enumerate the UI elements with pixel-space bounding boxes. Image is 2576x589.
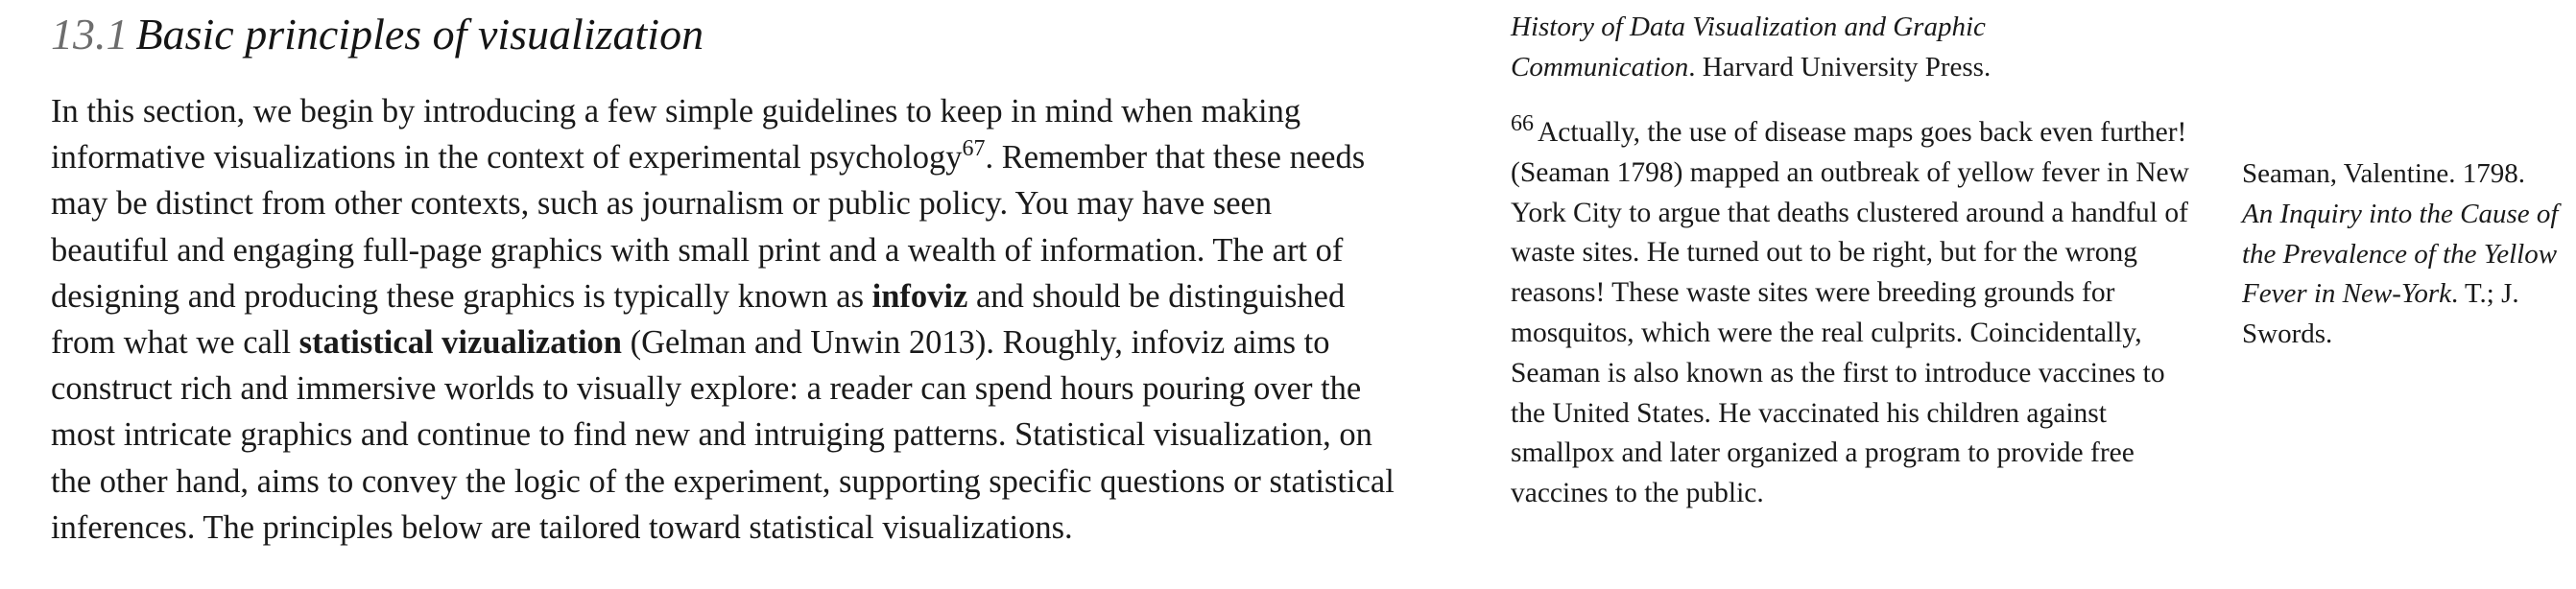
margin-reference-seaman [2242,154,2568,355]
right-ref-author: Seaman, Valentine. 1798. [2242,158,2526,189]
sidenote-text: Actually, the use of disease maps goes back even further! (Seaman 1798) mapped an outbreak of yellow fever in New York City to argue that deaths clustered around a handful of waste sites. He turned out to be right, but for the wrong reasons! These waste sites were breeding grounds for mosquitos, which were the real culprits. Coincidentally, Seaman is also known as the first to introduce vaccines to the United States. He vaccinated his children against smallpox and later organized a program to provide free vaccines to the public. [1511,117,2189,509]
sidenote-number: 66 [1511,111,1534,136]
body-text-part-3: and should be distinguished from what we call [51,277,1346,362]
section-title: Basic principles of visualization [135,10,704,59]
body-paragraph [51,88,1395,551]
body-text-part-1: In this section, we begin by introducing a few simple guidelines to keep in mind when making informative visualizations in the context of experimental psychology [51,93,1301,177]
footnote-ref-67[interactable]: 67 [962,136,986,162]
margin-reference-top [1511,8,2144,87]
ref-top-publisher: . Harvard University Press. [1688,51,1992,82]
ref-top-title: History of Data Visualization and Graphic Communication [1511,12,1986,82]
term-infoviz: infoviz [871,277,968,315]
section-number: 13.1 [51,10,129,59]
body-text-part-2: . Remember that these needs may be distinct from other contexts, such as journalism or public policy. You may have seen beautiful and engaging full-page graphics with small print and a wealth of information. The art of designing and producing these graphics is typically known as [51,139,1366,315]
section-heading [51,8,704,61]
term-statistical-vizualization: statistical vizualization [298,324,622,362]
right-ref-title: An Inquiry into the Cause of the Prevalence of the Yellow Fever in New-York [2242,198,2559,310]
body-text-part-4: (Gelman and Unwin 2013). Roughly, infoviz aims to construct rich and immersive worlds to visually explore: a reader can spend hours pouring over the most intricate graphics and continue to find new and intruiging patterns. Statistical visualization, on the other hand, aims to convey the logic of the experiment, supporting specific questions or statistical inferences. The principles below are tailored toward statistical visualizations. [51,324,1395,546]
right-ref-publisher: . T.; J. Swords. [2242,278,2519,350]
sidenote-66 [1511,113,2202,514]
